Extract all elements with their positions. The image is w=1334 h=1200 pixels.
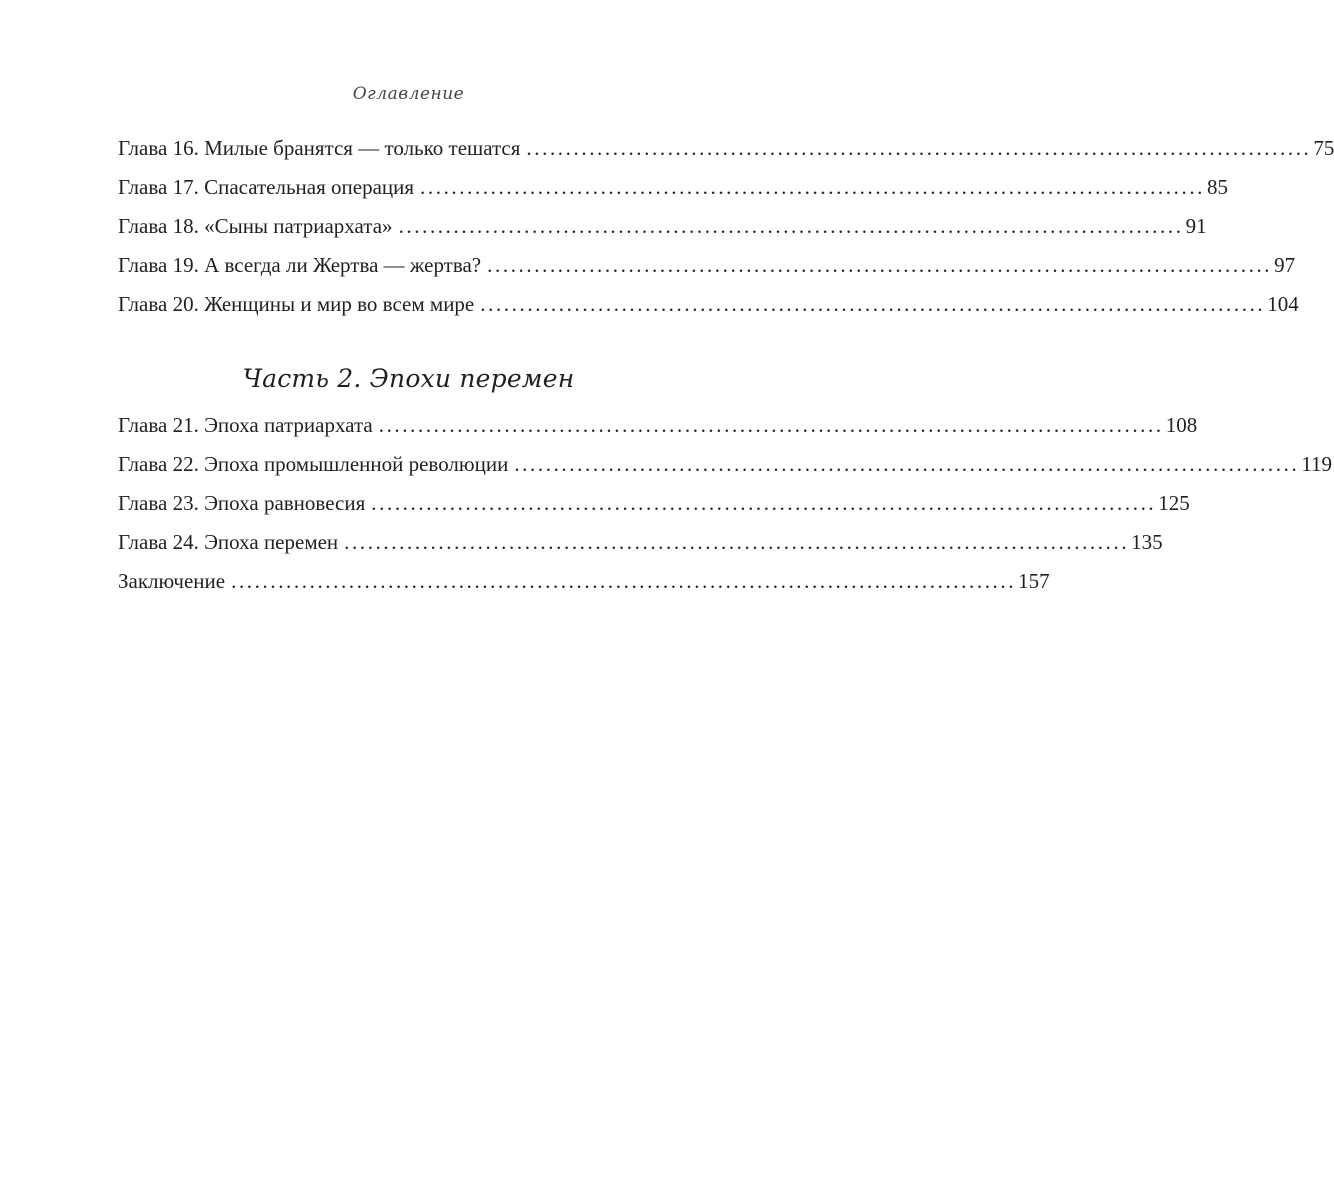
- toc-entry-page: 135: [1131, 530, 1163, 554]
- toc-list: [118, 129, 1334, 324]
- toc-entry-title: Глава 21. Эпоха патриархата: [118, 413, 373, 437]
- toc-list-part-2: [118, 406, 1333, 601]
- toc-entry-title: Глава 16. Милые бранятся — только тешатся: [118, 136, 521, 160]
- toc-entry[interactable]: [118, 129, 1334, 168]
- toc-entry-title: Глава 19. А всегда ли Жертва — жертва?: [118, 253, 482, 277]
- dot-leader: ....................................................................................................: [378, 413, 1164, 437]
- toc-entry-page: 125: [1158, 491, 1190, 515]
- toc-entry-title: Глава 22. Эпоха промышленной революции: [118, 452, 509, 476]
- toc-entry[interactable]: [118, 445, 1333, 484]
- toc-entry-page: 119: [1301, 452, 1333, 476]
- toc-entry[interactable]: [118, 406, 1198, 445]
- toc-entry[interactable]: [118, 168, 1229, 207]
- toc-entry-page: 85: [1207, 175, 1229, 199]
- toc-entry[interactable]: [118, 207, 1207, 246]
- toc-entry-page: 75: [1313, 136, 1334, 160]
- toc-entry[interactable]: [118, 246, 1296, 285]
- running-head: Оглавление: [352, 84, 465, 104]
- toc-entry-page: 91: [1185, 214, 1207, 238]
- dot-leader: ....................................................................................................: [487, 253, 1273, 277]
- toc-entry[interactable]: [118, 562, 1050, 601]
- dot-leader: ....................................................................................................: [344, 530, 1130, 554]
- toc-entry[interactable]: [118, 523, 1163, 562]
- toc-entry[interactable]: [118, 285, 1299, 324]
- toc-entry-title: Глава 23. Эпоха равновесия: [118, 491, 366, 515]
- toc-entry-title: Глава 17. Спасательная операция: [118, 175, 415, 199]
- toc-entry-page: 104: [1267, 292, 1299, 316]
- dot-leader: ....................................................................................................: [420, 175, 1206, 199]
- toc-entry-title: Глава 20. Женщины и мир во всем мире: [118, 292, 475, 316]
- toc-entry-title: Глава 24. Эпоха перемен: [118, 530, 339, 554]
- dot-leader: ....................................................................................................: [231, 569, 1017, 593]
- toc-entry-page: 108: [1165, 413, 1198, 437]
- dot-leader: ....................................................................................................: [371, 491, 1157, 515]
- dot-leader: ....................................................................................................: [526, 136, 1312, 160]
- toc-entry-page: 157: [1018, 569, 1050, 593]
- dot-leader: ....................................................................................................: [514, 452, 1300, 476]
- toc-entry-title: Глава 18. «Сыны патриархата»: [118, 214, 393, 238]
- toc-entry-title: Заключение: [118, 569, 226, 593]
- dot-leader: ....................................................................................................: [480, 292, 1266, 316]
- toc-entry-page: 97: [1274, 253, 1296, 277]
- dot-leader: ....................................................................................................: [398, 214, 1184, 238]
- toc-entry[interactable]: [118, 484, 1190, 523]
- part-heading: Часть 2. Эпохи перемен: [242, 364, 575, 393]
